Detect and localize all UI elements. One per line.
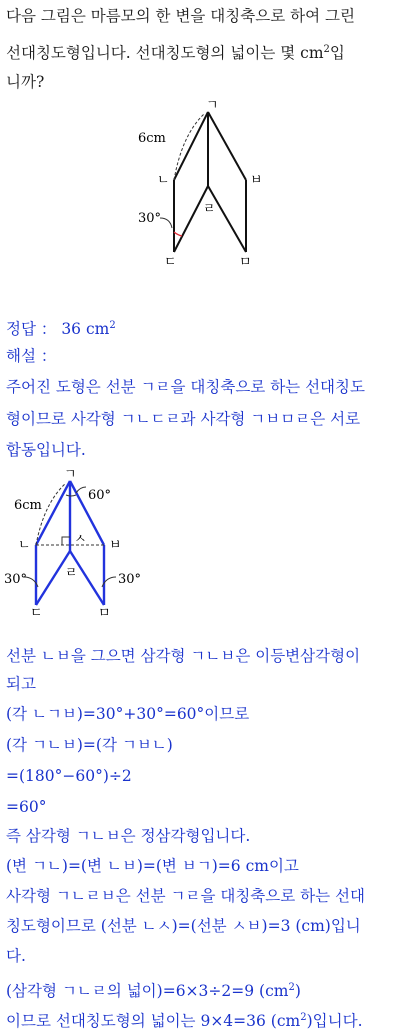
label-siot: ㅅ (74, 532, 87, 547)
explanation-line-2: 형이므로 사각형 ㄱㄴㄷㄹ과 사각형 ㄱㅂㅁㄹ은 서로 (6, 410, 361, 428)
solution-line-6: =60° (6, 798, 47, 816)
answer-value: 36 cm (61, 320, 110, 339)
angle-arc (174, 232, 182, 236)
explanation-line-3: 합동입니다. (6, 441, 86, 459)
label-bieup: ㅂ (109, 538, 122, 553)
problem-line-3: 니까? (6, 73, 45, 91)
label-nieun: ㄴ (18, 538, 31, 553)
side-length-label: 6cm (14, 498, 42, 513)
solution-line-11: 다. (6, 947, 26, 965)
angle-pointer (160, 218, 172, 228)
label-mieum: ㅁ (98, 606, 111, 620)
area-line-superscript: 2 (288, 982, 295, 993)
label-giyeok: ㄱ (64, 467, 77, 482)
answer-superscript: 2 (109, 320, 116, 331)
label-digeut: ㄷ (164, 255, 177, 270)
solution-line-8: (변 ㄱㄴ)=(변 ㄴㅂ)=(변 ㅂㄱ)=6 cm이고 (6, 857, 299, 875)
final-line-end: )입니다. (306, 1012, 363, 1031)
solution-line-10: 칭도형이므로 (선분 ㄴㅅ)=(선분 ㅅㅂ)=3 (cm)입니 (6, 917, 361, 935)
problem-line-2 (6, 40, 345, 63)
label-rieul: ㄹ (203, 202, 216, 217)
solution-line-4: (각 ㄱㄴㅂ)=(각 ㄱㅂㄴ) (6, 736, 173, 754)
angle-label: 30° (138, 211, 162, 226)
label-mieum: ㅁ (239, 255, 252, 270)
problem-unit-superscript: 2 (323, 44, 330, 55)
label-digeut: ㄷ (30, 606, 43, 620)
final-line-superscript: 2 (300, 1012, 307, 1023)
top-angle-pointer (76, 487, 86, 493)
left-angle-label: 30° (4, 572, 28, 587)
edge-top-left (174, 112, 208, 180)
area-line (6, 978, 301, 1001)
label-nieun: ㄴ (157, 173, 170, 188)
edge-top-left (36, 481, 70, 545)
solution-line-5: =(180°−60°)÷2 (6, 767, 132, 785)
solution-line-3: (각 ㄴㄱㅂ)=30°+30°=60°이므로 (6, 705, 250, 723)
solution-line-7: 즉 삼각형 ㄱㄴㅂ은 정삼각형입니다. (6, 827, 251, 845)
explanation-line-1: 주어진 도형은 선분 ㄱㄹ을 대칭축으로 하는 선대칭도 (6, 378, 365, 396)
top-angle-label: 60° (88, 488, 112, 503)
edge-bottom-left (174, 186, 208, 252)
edge-bottom-right (208, 186, 246, 252)
solution-heading: 해설 ： (6, 347, 57, 365)
label-rieul: ㄹ (65, 566, 78, 581)
answer-label: 정답 ： (6, 320, 62, 339)
label-bieup: ㅂ (250, 173, 263, 188)
area-line-end: ) (294, 982, 301, 1001)
area-line-text: (삼각형 ㄱㄴㄹ의 넓이)=6×3÷2=9 (cm (6, 982, 289, 1001)
edge-top-right (208, 112, 246, 180)
solution-line-2: 되고 (6, 675, 36, 693)
side-length-label: 6cm (138, 131, 166, 146)
answer-line (6, 316, 116, 339)
solution-figure (0, 465, 150, 620)
solution-line-1: 선분 ㄴㅂ을 그으면 삼각형 ㄱㄴㅂ은 이등변삼각형이 (6, 647, 361, 665)
label-giyeok: ㄱ (206, 100, 219, 113)
final-line (6, 1008, 363, 1031)
solution-line-9: 사각형 ㄱㄴㄹㅂ은 선분 ㄱㄹ을 대칭축으로 하는 선대 (6, 887, 365, 905)
rhombus-figure (130, 100, 275, 270)
problem-line-2-end: 입 (329, 44, 345, 63)
final-line-text: 이므로 선대칭도형의 넓이는 9×4=36 (cm (6, 1012, 301, 1031)
problem-line-2-text: 선대칭도형입니다. 선대칭도형의 넓이는 몇 cm (6, 44, 324, 63)
right-angle-label: 30° (118, 572, 142, 587)
problem-line-1: 다음 그림은 마름모의 한 변을 대칭축으로 하여 그린 (6, 7, 355, 25)
